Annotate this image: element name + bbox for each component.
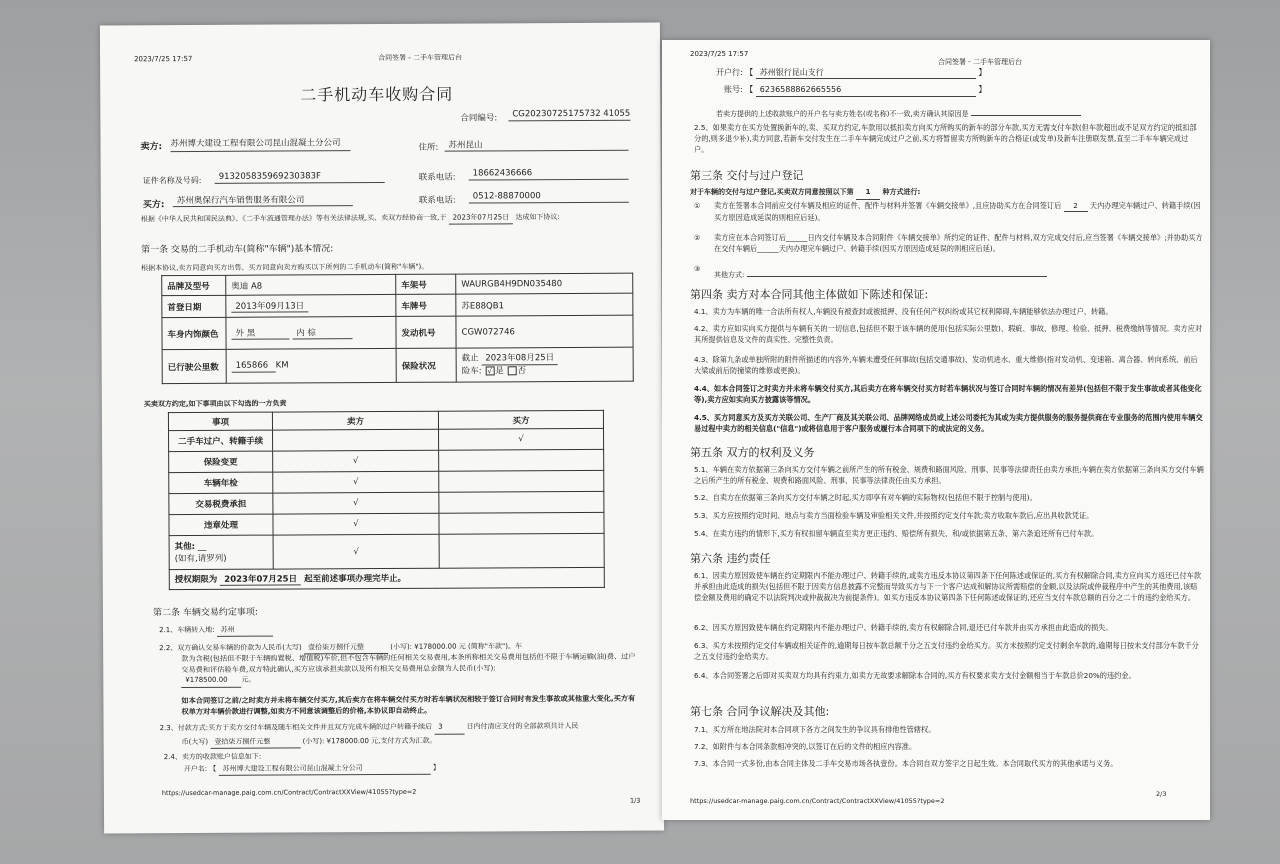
id-label: 证件名称及号码: (142, 175, 202, 186)
resp-row-buyer (439, 491, 604, 513)
resp-row-seller: √ (273, 513, 439, 535)
clause-2-2-line1: 2.2、双方确认交易车辆的价款为人民币(大写) 壹拾柒万捌仟元整 (小写): ¥178000.00 元 (简称"车款")。车 (159, 641, 522, 655)
page-title: 二手机动车收购合同 (300, 84, 454, 105)
payee-row: 开户名: 【 苏州博大建设工程有限公司昆山混凝土分公司 】 (184, 763, 440, 776)
resp-other-sub: (如有,请罗列) (174, 553, 227, 564)
risk-yes-label: 是 (495, 366, 504, 377)
deadline-tail: 起至前述事项办理完毕止。 (304, 573, 407, 585)
seller-name: 苏州博大建设工程有限公司昆山混凝土分公司 (170, 136, 350, 152)
resp-other-seller: √ (273, 534, 439, 569)
deadline-date: 2023年07月25日 (220, 572, 301, 585)
option-2-text: 卖方应在本合同签订后______日内交付车辆及本合同附件《车辆交接单》所约定的证件、配件与材料,双方完成交付后,应当签署《车辆交接单》;并协助买方在交付车辆后______天内办理完车辆过户、转籍手续(因买方原因造成延误的则相应后延)。 (714, 233, 1203, 253)
contract-no: CG20230725175732 41055 (508, 109, 630, 122)
payment-days: 3 (434, 723, 464, 735)
payment-uppercase: 壹拾柒万捌仟元整 (210, 736, 300, 748)
resp-row-seller: √ (273, 471, 439, 493)
clause-2-3-line2: 币(大写) 壹拾柒万捌仟元整 (小写): ¥178000.00 元,支付方式为汇款。 (182, 736, 437, 749)
price-lowercase: (小写): ¥178000.00 (390, 642, 457, 651)
resp-row-buyer (439, 449, 604, 471)
resp-row-seller (273, 429, 439, 451)
destination: 苏州 (217, 625, 273, 637)
color-inner: 内 棕 (292, 326, 352, 339)
clause-4-1: 4.1、卖方为车辆的唯一合法所有权人,车辆没有被查封或被抵押、没有任何产权纠纷或其它权利障碍,车辆能够依法办理过户、转籍。 (694, 307, 1113, 316)
delivery-option-number: 1 (856, 188, 880, 200)
insurance-date: 2023年08月25日 (481, 352, 558, 365)
footer-page: 2/3 (1156, 790, 1167, 798)
clause-6-4: 6.4、本合同签署之后即对买卖双方均具有约束力,如卖方无故要求解除本合同的,买方有权要求卖方支付金额相当于车款总价20%的违约金。 (694, 671, 1136, 680)
price-uppercase: 壹拾柒万捌仟元整 (304, 642, 388, 654)
preamble: 根据《中华人民共和国民法典》、《二手车流通管理办法》等有关法律法规,买、卖双方经协商一致,于 2023年07月25日 达成如下协议: (140, 213, 560, 224)
article-3-lead: 对于车辆的交付与过户登记,买卖双方同意按照以下第 1 种方式进行: (690, 187, 920, 200)
risk-no-label: 否 (517, 366, 527, 377)
clause-4-3: 4.3、除第九条或单独所附的附件所描述的内容外,车辆未遭受任何事故(包括交通事故)、发动机进水、重大维修(指对发动机、变速箱、离合器、转向系统、前后大梁或前后防撞梁的维修或更换)。 (694, 355, 1198, 375)
resp-row-seller: √ (273, 450, 439, 472)
seller-phone: 18662436666 (469, 168, 629, 181)
footer-page: 1/3 (629, 796, 641, 805)
risk-yes-checkbox[interactable]: √ (485, 366, 494, 375)
account-note: 若卖方提供的上述收款账户的开户名与卖方姓名(或名称)不一致,卖方确认其原因是 (716, 104, 1081, 119)
clause-2-2-body: 款为含税(包括但不限于车辆购置税、增值税)车价,但不包含车辆的任何相关交易费用,本条所称相关交易费用包括但不限于车辆运输(油)费、过户交易费和评估验车费,双方特此确认,买方应该承担卖款以及所有相关交易费用总金额为人民币(小写): (181, 651, 636, 675)
brand-label: 品牌及型号 (162, 275, 226, 295)
resp-row-seller: √ (273, 492, 439, 514)
insurance-until: 截止 (461, 353, 479, 364)
print-header: 合同签署 - 二手车管理后台 (938, 58, 1022, 66)
account-row: 账号: 【 6236588862665556 】 (724, 84, 986, 97)
contract-no-label: 合同编号: (460, 113, 498, 124)
clause-5-4: 5.4、在卖方违约的情形下,买方有权扣留车辆直至卖方更正违约、赔偿所有损失、和/或依据第五条、第六条追还所有已付车款。 (694, 529, 1099, 538)
resp-row-buyer (439, 470, 604, 492)
clause-2-5: 2.5、如果卖方在买方处置换新车的,卖、买双方约定,车款用以抵扣卖方向买方所购买的新车的部分车款,买方无需支付车款(但车款超出或不足双方约定的抵扣部分的,则多退少补),卖方同意,若新车交付发生在二手车车辆完成过户之前,买方将暂留卖方所购新车的合格证(或发单)及新车注册联发票,直至二手车车辆完成过户。 (694, 123, 1197, 154)
seller-label: 卖方: (140, 142, 163, 153)
payee-name: 苏州博大建设工程有限公司昆山混凝土分公司 (219, 763, 431, 776)
clause-4-5: 4.5、买方同意买方及买方关联公司、生产厂商及其关联公司、品牌网络成员或上述公司委托为其或为卖方提供服务的服务提供商在专业服务的范围内使用车辆交易过程中卖方的相关信息("信息")或将信息用于客户服务或履行本合同项下的或法定的义务。 (694, 413, 1203, 433)
resp-row-item: 交易税费承担 (169, 493, 273, 515)
print-timestamp: 2023/7/25 17:57 (690, 50, 749, 58)
color-outer: 外 黑 (231, 326, 289, 339)
option-1-days: 2 (1064, 200, 1088, 212)
footer-url: https://usedcar-manage.paig.com.cn/Contract/ContractXXView/41055?type=2 (690, 797, 945, 805)
contract-page-1 (100, 23, 664, 834)
contract-page-2 (662, 40, 1210, 820)
option-3-marker: ③ (694, 265, 701, 273)
frame-label: 车架号 (396, 274, 456, 294)
print-timestamp: 2023/7/25 17:57 (134, 54, 193, 64)
resp-other-blank: __ (197, 541, 207, 552)
reg-date-label: 首登日期 (162, 295, 226, 317)
clause-6-1: 6.1、因卖方原因致使车辆在约定期限内不能办理过户、转籍手续的,或卖方违反本协议第四条下任何陈述或保证的,买方有权解除合同,卖方应向买方返还已付车款并承担由此造成的损失(包括但不限于因卖方信息披露不完整而导致买方与下一个客户达成和解协议所需赔偿的金额,以及法院或仲裁程序中产生的其他费用,该赔偿金额及费用的确定不以法院判决或仲裁裁决为前提条件)。如买方违反本协议第四条下任何陈述或保证的,还应当支付车款总额的百分之二十的违约金给买方。 (694, 571, 1202, 602)
article-3-title: 第三条 交付与过户登记 (690, 169, 804, 182)
clause-5-3: 5.3、买方应按照约定时间、地点与卖方当面检验车辆及审验相关文件,并按照约定支付车款;卖方收取车款后,应出具收款凭证。 (694, 511, 1094, 520)
footer-url: https://usedcar-manage.paig.com.cn/Contract/ContractXXView/41055?type=2 (161, 787, 417, 798)
plate-label: 车牌号 (396, 294, 456, 316)
option-2-marker: ② (694, 234, 701, 242)
option-3-text: 其他方式: (714, 265, 1047, 280)
article-1-title: 第一条 交易的二手机动车(简称"车辆")基本情况: (141, 244, 334, 256)
buyer-phone: 0512-88870000 (469, 191, 629, 204)
clause-7-3: 7.3、本合同一式多份,由本合同主体及二手车交易市场各执壹份。本合同自双方签字之日起生效。本合同取代买方的其他承诺与义务。 (694, 759, 1118, 768)
resp-row-item: 保险变更 (169, 451, 273, 473)
clause-7-2: 7.2、如附件与本合同条款相冲突的,以签订在后的文件的相应内容准。 (694, 742, 917, 751)
engine-value: CGW072746 (456, 315, 633, 348)
deadline-label: 授权期限为 (174, 574, 218, 586)
total-amount: ¥178500.00 元。 (181, 675, 255, 688)
resp-row-item: 违章处理 (169, 514, 273, 536)
reg-date-value: 2013年09月13日 (231, 299, 308, 312)
clause-2-2-adjustment: 如本合同签订之前/之时卖方并未将车辆交付买方,其后卖方在将车辆交付买方时若车辆状况相较于签订合同时有发生事故或其他重大变化,买方有权单方对车辆价款进行调整,如卖方不同意该调整后的价格,本协议即自动终止。 (181, 693, 636, 717)
engine-label: 发动机号 (396, 316, 456, 348)
option-1-text: 卖方在签署本合同前应交付车辆及相应的证件、配件与材料并签署《车辆交接单》,且应协助买方在合同签订后 2 天内办理完车辆过户、转籍手续(因买方原因造成延误的则相应后延)。 (714, 201, 1201, 222)
article-2-title: 第二条 车辆交易约定事项: (152, 607, 258, 619)
vehicle-info-table (161, 273, 634, 384)
clause-6-3: 6.3、买方未按照约定交付车辆或相关证件的,逾期每日按车款总额千分之五支付违约金给买方。买方未按照约定支付剩余车款的,逾期每日按未支付部分车款千分之五支付违约金给卖方。 (694, 641, 1199, 661)
mileage-unit: KM (275, 359, 289, 371)
mileage-label: 已行驶公里数 (162, 349, 226, 383)
article-4-title: 第四条 卖方对本合同其他主体做如下陈述和保证: (690, 288, 929, 301)
article-5-title: 第五条 双方的权利及义务 (690, 446, 815, 459)
bank-name: 苏州银行昆山支行 (756, 67, 976, 79)
article-6-title: 第六条 违约责任 (690, 552, 771, 565)
responsibility-table (168, 410, 605, 590)
resp-header-seller: 卖方 (272, 411, 438, 430)
brand-value: 奥迪 A8 (226, 274, 396, 295)
clause-5-2: 5.2、自卖方在依据第三条向买方交付车辆之时起,买方即享有对车辆的实际物权(包括但不限于控制与使用)。 (694, 493, 1037, 502)
account-number: 6236588862665556 (756, 85, 976, 97)
color-label: 车身内饰颜色 (162, 317, 226, 349)
frame-value: WAURGB4H9DN035480 (456, 273, 633, 294)
insurance-label: 保险状况 (396, 348, 456, 382)
risk-no-checkbox[interactable] (507, 366, 516, 375)
print-header: 合同签署 - 二手车管理后台 (378, 53, 463, 63)
buyer-name: 苏州奥保行汽车销售服务有限公司 (173, 193, 353, 207)
bank-row: 开户行: 【 苏州银行昆山支行 】 (716, 68, 987, 77)
resp-row-item: 车辆年检 (169, 472, 273, 494)
responsibility-intro: 买卖双方约定,如下事项由以下勾选的一方负责 (143, 399, 287, 409)
plate-value: 苏E88QB1 (456, 293, 633, 316)
resp-row-item: 二手车过户、转籍手续 (169, 430, 273, 452)
resp-row-buyer (439, 512, 604, 534)
article-7-title: 第七条 合同争议解决及其他: (690, 705, 830, 718)
clause-4-4: 4.4、如本合同签订之时卖方并未将车辆交付买方,其后卖方在将车辆交付买方时若车辆状况与签订合同时车辆的情况有差异(包括但不限于发生事故或者其他变化等),卖方应如实向买方披露该等情况。 (694, 384, 1202, 404)
mileage-value: 165866 (232, 360, 276, 372)
option-1-marker: ① (694, 202, 701, 210)
clause-5-1: 5.1、车辆在卖方依据第三条向买方交付车辆之前所产生的所有税金、规费和路面风险、刑事、民事等法律责任由卖方承担;车辆在卖方依据第三条向买方交付车辆之后所产生的所有税金、规费和路面风险、刑事、民事等法律责任由买方承担。 (694, 465, 1204, 485)
payment-lowercase: (小写): ¥178000.00 (302, 737, 369, 746)
resp-header-item: 事项 (168, 412, 272, 431)
buyer-phone-label: 联系电话: (418, 195, 456, 206)
article-1-intro: 根据本协议,卖方同意向买方出售、买方同意向卖方购买以下所列的二手机动车(简称"车辆")。 (141, 262, 429, 273)
clause-7-1: 7.1、买方所在地法院对本合同项下各方之间发生的争议具有排他性管辖权。 (694, 725, 936, 734)
address-label: 住所: (418, 142, 439, 153)
clause-6-2: 6.2、因买方原因致使车辆在约定期限内不能办理过户、转籍手续的,卖方有权解除合同,退还已付车款并由买方承担由此造成的损失。 (694, 623, 1113, 632)
id-value: 913205835969230383F (215, 171, 385, 184)
seller-address: 苏州昆山 (444, 138, 628, 152)
clause-2-3-line1: 2.3、付款方式:买方于卖方交付车辆及随车相关文件并且双方完成车辆的过户转籍手续后 3 日内付清应支付的全部款项共计人民 (160, 721, 579, 736)
resp-header-buyer: 买方 (438, 410, 603, 429)
clause-4-2: 4.2、卖方应如实向买方提供与车辆有关的一切信息,包括但不限于该车辆的使用(包括实际公里数)、瑕疵、事故、修理、检验、抵押、税费缴纳等情况。卖方应对其所提供信息及文件的真实性、完整性负责。 (694, 324, 1203, 344)
resp-other-label: 其他: (174, 541, 196, 552)
phone-label: 联系电话: (418, 172, 456, 183)
insurance-risk-label: 险车: (461, 366, 482, 377)
clause-2-4: 2.4、卖方的收款账户信息如下: (163, 752, 262, 762)
buyer-label: 买方: (142, 200, 165, 211)
resp-row-buyer: √ (439, 428, 604, 450)
clause-2-1: 2.1、车辆转入地: 苏州 (159, 625, 273, 638)
